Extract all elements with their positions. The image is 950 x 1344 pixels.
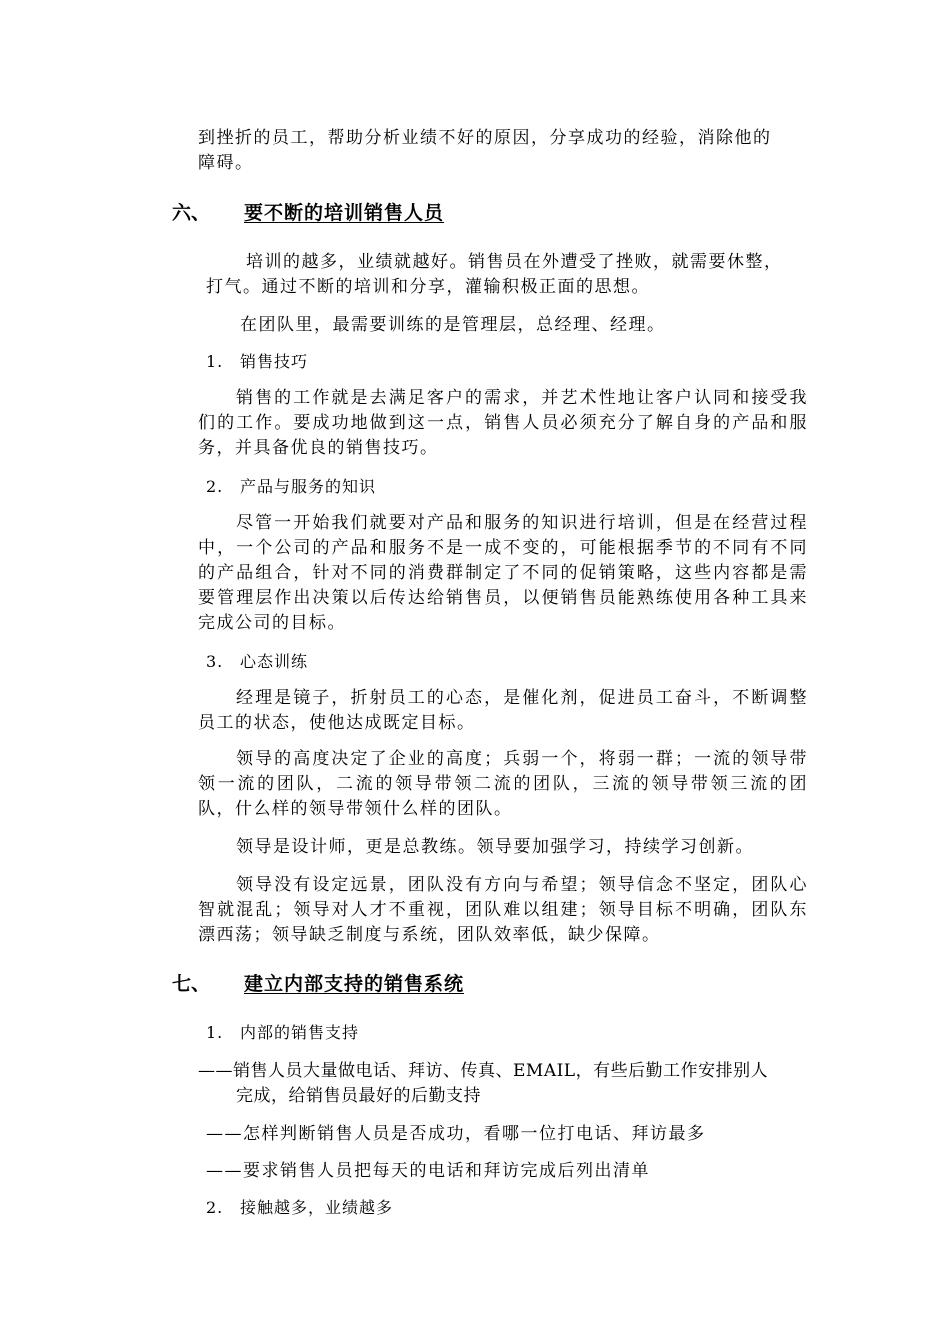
- section-7-item-2: [206, 1196, 393, 1220]
- section-6-title: 要不断的培训销售人员: [244, 202, 445, 224]
- item-label: 内部的销售支持: [240, 1023, 360, 1042]
- section-6-item-1-text: 销售的工作就是去满足客户的需求，并艺术性地让客户认同和接受我们的工作。要成功地做到这一点，销售人员必须充分了解自身的产品和服务，并具备优良的销售技巧。: [198, 388, 808, 458]
- section-6-para-1: [246, 250, 806, 275]
- intro-paragraph: [198, 126, 810, 176]
- dash-item-1-line-2: 完成，给销售员最好的后勤支持: [236, 1086, 481, 1106]
- intro-line-1: 到挫折的员工，帮助分析业绩不好的原因，分享成功的经验，消除他的: [198, 128, 772, 148]
- leadership-para-1: 领导的高度决定了企业的高度；兵弱一个，将弱一群；一流的领导带领一流的团队，二流的领导带领二流的团队，三流的领导带领三流的团队，什么样的领导带领什么样的团队。: [198, 749, 808, 819]
- section-7-heading: [172, 971, 464, 997]
- section-6-item-1: [206, 350, 308, 374]
- section-7-number: 七、: [172, 973, 211, 995]
- section-6-heading: [172, 200, 444, 226]
- item-label: 心态训练: [240, 652, 309, 671]
- section-6-number: 六、: [172, 202, 211, 224]
- leadership-para-3: 领导没有设定远景，团队没有方向与希望；领导信念不坚定，团队心智就混乱；领导对人才不重视，团队难以组建；领导目标不明确，团队东漂西荡；领导缺乏制度与系统，团队效率低，缺少保障。: [198, 875, 808, 945]
- item-label: 销售技巧: [240, 352, 309, 371]
- item-label: 产品与服务的知识: [240, 477, 377, 496]
- dash-item-2: ——怎样判断销售人员是否成功，看哪一位打电话、拜访最多: [206, 1124, 706, 1144]
- item-number: 2.: [206, 1198, 224, 1217]
- section-6-item-3: [206, 650, 308, 674]
- section-6-item-2-text: 尽管一开始我们就要对产品和服务的知识进行培训，但是在经营过程中，一个公司的产品和服务不是一成不变的，可能根据季节的不同有不同的产品组合，针对不同的消费群制定了不同的促销策略，这些内容都是需要管理层作出决策以后传达给销售员，以便销售员能熟练使用各种工具来完成公司的目标。: [198, 513, 808, 633]
- dash-item-1: [198, 1059, 810, 1109]
- section-6-item-2: [206, 475, 376, 499]
- item-number: 3.: [206, 652, 224, 671]
- section-6-para-1-line-2: 打气。通过不断的培训和分享，灌输积极正面的思想。: [206, 277, 650, 297]
- section-6-para-2: 在团队里，最需要训练的是管理层，总经理、经理。: [240, 315, 666, 335]
- dash-item-3: ——要求销售人员把每天的电话和拜访完成后列出清单: [206, 1161, 650, 1181]
- section-7-title: 建立内部支持的销售系统: [244, 973, 465, 995]
- item-number: 2.: [206, 477, 224, 496]
- leadership-para-2: 领导是设计师，更是总教练。领导要加强学习，持续学习创新。: [236, 837, 754, 857]
- item-label: 接触越多，业绩越多: [240, 1198, 394, 1217]
- item-number: 1.: [206, 1023, 224, 1042]
- section-6-para-1b: [206, 275, 806, 300]
- dash-item-1-line-1: ——销售人员大量做电话、拜访、传真、EMAIL，有些后勤工作安排别人: [198, 1061, 769, 1081]
- section-6-para-1-line-1: 培训的越多，业绩就越好。销售员在外遭受了挫败，就需要休整，: [246, 252, 783, 272]
- section-6-item-3-text: 经理是镜子，折射员工的心态，是催化剂，促进员工奋斗，不断调整员工的状态，使他达成既定目标。: [198, 688, 808, 733]
- item-number: 1.: [206, 352, 224, 371]
- section-7-item-1: [206, 1021, 359, 1045]
- intro-line-2: 障碍。: [198, 153, 254, 173]
